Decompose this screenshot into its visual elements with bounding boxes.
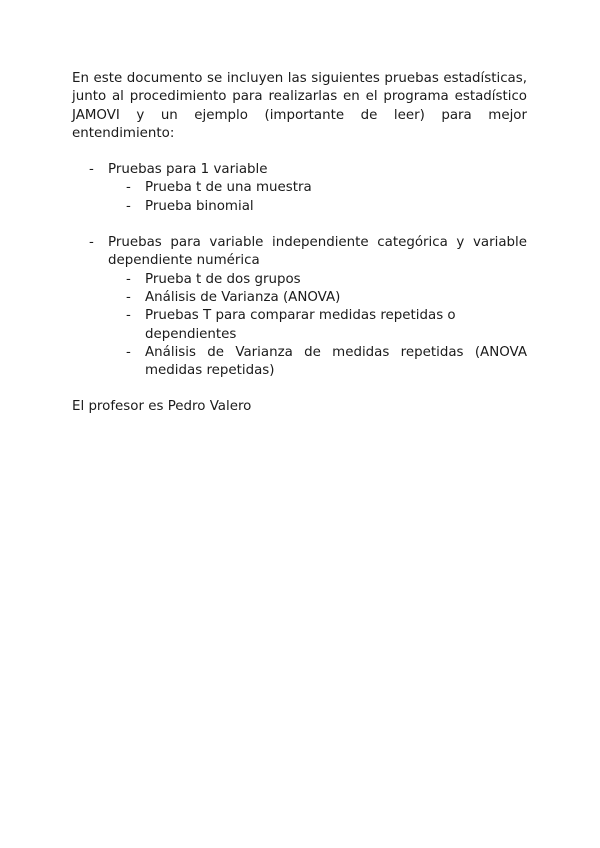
bullet-dash: -: [126, 344, 131, 360]
bullet-dash: -: [126, 308, 131, 324]
section-one-variable: [72, 161, 527, 216]
bullet-dash: -: [126, 271, 131, 287]
sub-item-label: Análisis de Varianza (ANOVA): [145, 289, 341, 305]
sub-item-label: Prueba t de una muestra: [145, 180, 312, 196]
spacer: [72, 143, 527, 161]
list-item: [72, 307, 527, 344]
bullet-dash: -: [126, 289, 131, 305]
intro-paragraph: En este documento se incluyen las siguientes pruebas estadísticas, junto al procedimiento para realizarlas en el programa estadístico JAMOVI y un ejemplo (importante de leer) para mejor entendimiento:: [72, 71, 527, 141]
bullet-dash: -: [89, 235, 94, 251]
spacer: [72, 380, 527, 398]
sub-item-label: Prueba t de dos grupos: [145, 271, 301, 287]
bullet-dash: -: [89, 162, 94, 178]
section-categorical-numeric: [72, 234, 527, 380]
bullet-dash: -: [126, 180, 131, 196]
bullet-dash: -: [126, 198, 131, 214]
sub-item-label: Prueba binomial: [145, 198, 254, 214]
list-item: [72, 289, 527, 307]
section-heading: Pruebas para variable independiente categórica y variable dependiente numérica: [108, 235, 527, 269]
list-item: [72, 161, 527, 179]
spacer: [72, 216, 527, 234]
list-item: [72, 271, 527, 289]
list-item: [72, 198, 527, 216]
sub-item-label: Análisis de Varianza de medidas repetidas (ANOVA medidas repetidas): [145, 344, 527, 379]
footer-note: El profesor es Pedro Valero: [72, 399, 252, 415]
document-page: [72, 70, 527, 417]
sub-item-label: Pruebas T para comparar medidas repetidas o dependientes: [145, 308, 456, 342]
list-item: [72, 344, 527, 381]
section-heading: Pruebas para 1 variable: [108, 162, 268, 178]
list-item: [72, 234, 527, 271]
list-item: [72, 179, 527, 197]
